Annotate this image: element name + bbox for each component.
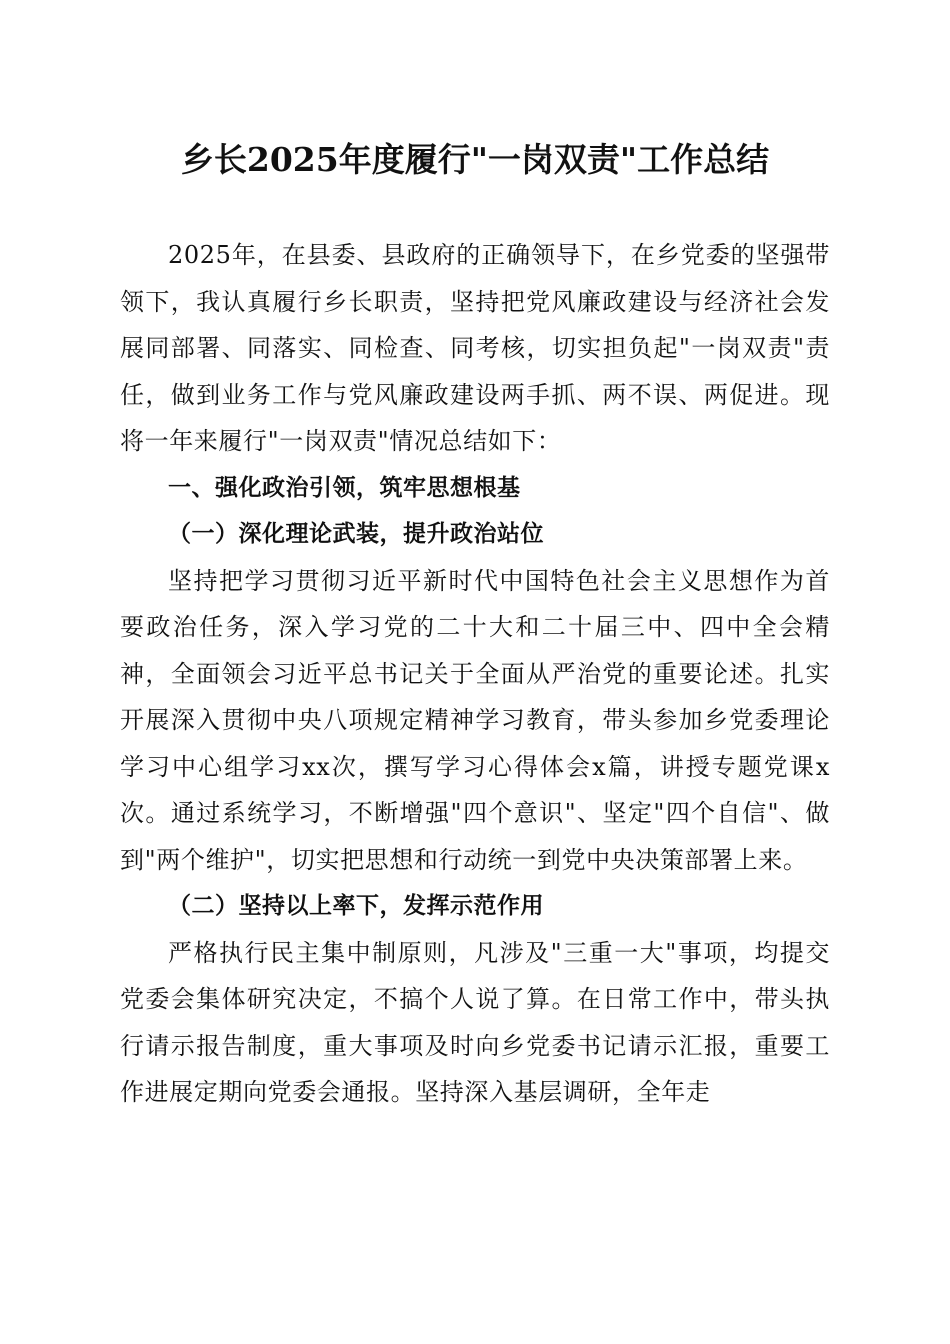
subsection-heading-1: （一）深化理论武装，提升政治站位 <box>168 520 544 547</box>
section-heading-1: 一、强化政治引领，筑牢思想根基 <box>168 474 521 501</box>
document-body <box>120 232 830 1116</box>
subsection-1-paragraph: 坚持把学习贯彻习近平新时代中国特色社会主义思想作为首要政治任务，深入学习党的二十大和二十届三中、四中全会精神，全面领会习近平总书记关于全面从严治党的重要论述。扎实开展深入贯彻中央八项规定精神学习教育，带头参加乡党委理论学习中心组学习xx次，撰写学习心得体会x篇，讲授专题党课x次。通过系统学习，不断增强"四个意识"、坚定"四个自信"、做到"两个维护"，切实把思想和行动统一到党中央决策部署上来。 <box>120 566 830 874</box>
intro-paragraph: 2025年，在县委、县政府的正确领导下，在乡党委的坚强带领下，我认真履行乡长职责，坚持把党风廉政建设与经济社会发展同部署、同落实、同检查、同考核，切实担负起"一岗双责"责任，做到业务工作与党风廉政建设两手抓、两不误、两促进。现将一年来履行"一岗双责"情况总结如下： <box>120 241 830 455</box>
document-title: 乡长2025年度履行"一岗双责"工作总结 <box>180 140 770 179</box>
subsection-heading-2: （二）坚持以上率下，发挥示范作用 <box>168 892 544 919</box>
subsection-2-paragraph: 严格执行民主集中制原则，凡涉及"三重一大"事项，均提交党委会集体研究决定，不搞个人说了算。在日常工作中，带头执行请示报告制度，重大事项及时向乡党委书记请示汇报，重要工作进展定期向党委会通报。坚持深入基层调研，全年走 <box>120 938 830 1106</box>
